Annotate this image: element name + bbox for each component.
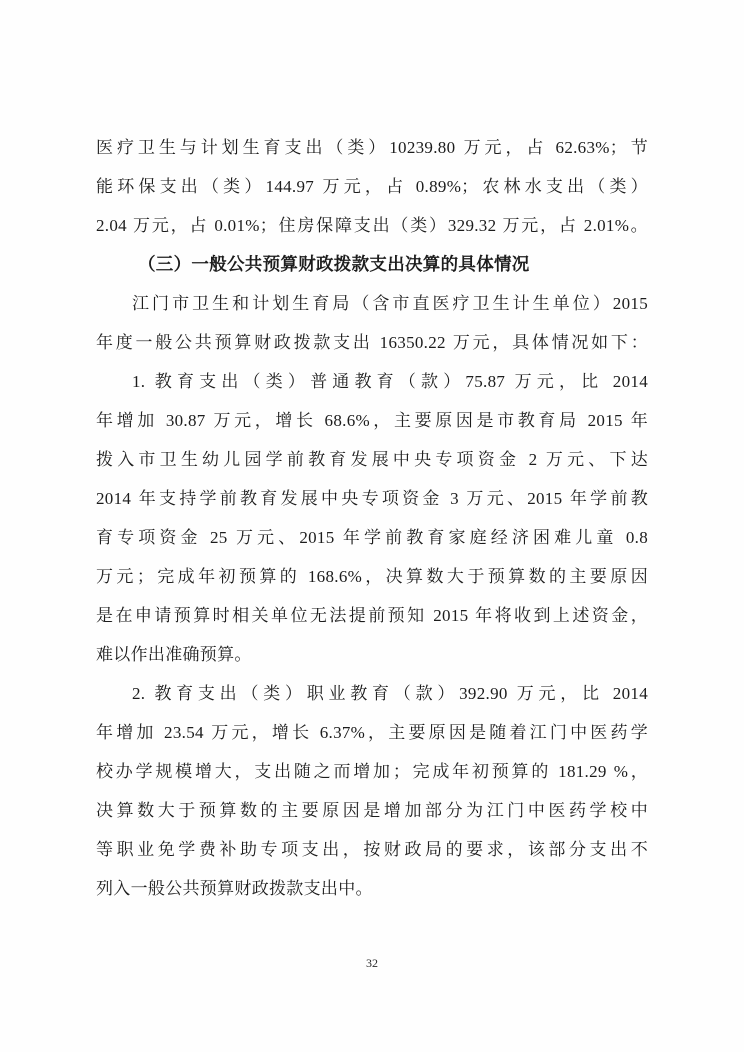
body-line-18: 决算数大于预算数的主要原因是增加部分为江门中医药学校中 [96, 801, 648, 820]
body-line-7: 1. 教育支出（类）普通教育（款）75.87 万元，比 2014 [132, 372, 648, 391]
body-line-17: 校办学规模增大，支出随之而增加；完成年初预算的 181.29 %， [96, 762, 648, 781]
body-line-2: 能环保支出（类）144.97 万元，占 0.89%；农林水支出（类） [96, 177, 648, 196]
body-line-13: 是在申请预算时相关单位无法提前预知 2015 年将收到上述资金， [96, 606, 648, 625]
body-line-10: 2014 年支持学前教育发展中央专项资金 3 万元、2015 年学前教 [96, 489, 648, 508]
body-line-1: 医疗卫生与计划生育支出（类）10239.80 万元，占 62.63%；节 [96, 138, 648, 157]
body-line-20: 列入一般公共预算财政拨款支出中。 [96, 879, 373, 898]
page-number: 32 [366, 956, 378, 970]
body-line-6: 年度一般公共预算财政拨款支出 16350.22 万元，具体情况如下： [96, 333, 648, 352]
text-block [96, 128, 648, 908]
body-line-19: 等职业免学费补助专项支出，按财政局的要求，该部分支出不 [96, 840, 648, 859]
body-line-15: 2. 教育支出（类）职业教育（款）392.90 万元，比 2014 [132, 684, 648, 703]
section-heading: （三）一般公共预算财政拨款支出决算的具体情况 [138, 254, 530, 274]
body-line-11: 育专项资金 25 万元、2015 年学前教育家庭经济困难儿童 0.8 [96, 528, 648, 547]
body-line-9: 拨入市卫生幼儿园学前教育发展中央专项资金 2 万元、下达 [96, 450, 648, 469]
body-line-14: 难以作出准确预算。 [96, 645, 252, 664]
body-line-16: 年增加 23.54 万元，增长 6.37%，主要原因是随着江门中医药学 [96, 723, 648, 742]
body-line-8: 年增加 30.87 万元，增长 68.6%，主要原因是市教育局 2015 年 [96, 411, 648, 430]
body-line-5: 江门市卫生和计划生育局（含市直医疗卫生计生单位）2015 [132, 294, 648, 313]
body-line-12: 万元；完成年初预算的 168.6%，决算数大于预算数的主要原因 [96, 567, 648, 586]
body-line-3: 2.04 万元，占 0.01%；住房保障支出（类）329.32 万元，占 2.01%。 [96, 216, 648, 235]
